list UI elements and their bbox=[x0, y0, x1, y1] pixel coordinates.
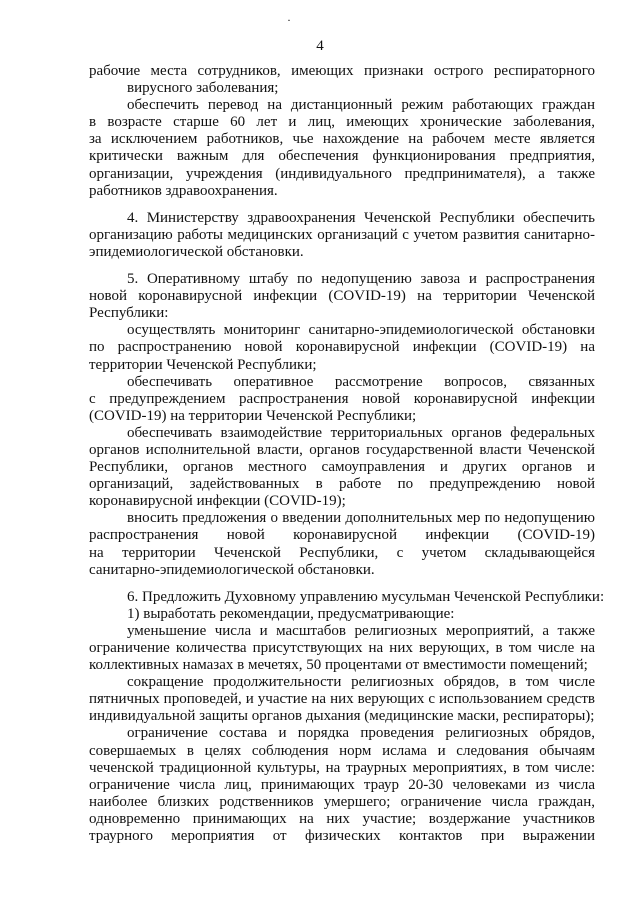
page-number: 4 bbox=[316, 38, 324, 54]
paragraph-item-5 bbox=[89, 271, 595, 322]
text-line: ограничение количества присутствующих на них верующих, в том числе на bbox=[89, 640, 595, 656]
text-line: одновременно принимающих на них участие; воздержание участников bbox=[89, 810, 595, 827]
text-line: траурного мероприятия от физических контактов при выражении bbox=[89, 828, 595, 845]
paragraph-reduce-events bbox=[89, 623, 595, 674]
paragraph-continuation bbox=[89, 63, 595, 97]
paragraph-review bbox=[89, 374, 595, 425]
text-line: Республики, органов местного самоуправления и других органов и bbox=[89, 459, 595, 476]
scan-dot: · bbox=[287, 13, 291, 27]
text-line: работников здравоохранения. bbox=[89, 182, 278, 199]
paragraph-gap bbox=[89, 200, 595, 210]
text-line: территории Чеченской Республики; bbox=[89, 356, 317, 373]
text-line: критически важным для обеспечения функционирования предприятия, bbox=[89, 148, 595, 165]
text-line: обеспечить перевод на дистанционный режим работающих граждан bbox=[127, 97, 595, 114]
text-line: обеспечивать взаимодействие территориальных органов федеральных bbox=[127, 424, 595, 441]
text-line: совершаемых в целях соблюдения норм ислама и следования обычаям bbox=[89, 742, 595, 759]
text-line: ограничение состава и порядка проведения религиозных обрядов, bbox=[127, 725, 595, 742]
text-line: коллективных намазах в мечетях, 50 процентами от вместимости помещений; bbox=[89, 657, 588, 674]
text-line: наиболее близких родственников умершего; ограничение числа граждан, bbox=[89, 793, 595, 810]
paragraph-subitem-1 bbox=[89, 606, 595, 623]
text-line: новой коронавирусной инфекции (COVID-19) на территории Чеченской bbox=[89, 288, 595, 305]
text-line: по распространению новой коронавирусной инфекции (COVID-19) на bbox=[89, 339, 595, 356]
text-line: чеченской традиционной культуры, на траурных мероприятиях, в том числе: bbox=[89, 759, 595, 776]
text-line: организации, учреждения (индивидуального предпринимателя), а также bbox=[89, 165, 595, 182]
paragraph-gap bbox=[89, 579, 595, 589]
text-line: организацию работы медицинских организаций с учетом развития санитарно- bbox=[89, 226, 595, 243]
text-line: в возрасте старше 60 лет и лиц, имеющих хронические заболевания, bbox=[89, 114, 595, 131]
text-line: с предупреждением распространения новой коронавирусной инфекции bbox=[89, 390, 595, 407]
text-line: 4. Министерству здравоохранения Чеченской Республики обеспечить bbox=[127, 209, 595, 226]
paragraph-item-4 bbox=[89, 210, 595, 261]
text-line: органов исполнительной власти, органов государственной власти Чеченской bbox=[89, 441, 595, 458]
text-line: уменьшение числа и масштабов религиозных мероприятий, а также bbox=[127, 622, 595, 639]
text-line: рабочие места сотрудников, имеющих признаки острого респираторного bbox=[89, 63, 595, 79]
paragraph-interaction bbox=[89, 425, 595, 510]
text-line: индивидуальной защиты органов дыхания (медицинские маски, респираторы); bbox=[89, 708, 595, 725]
paragraph-item-6 bbox=[89, 588, 605, 606]
text-line: санитарно-эпидемиологической обстановки. bbox=[89, 561, 375, 578]
text-line: вирусного заболевания; bbox=[127, 80, 279, 97]
text-line: на территории Чеченской Республики, с учетом складывающейся bbox=[89, 544, 595, 561]
paragraph-remote-work bbox=[89, 97, 595, 200]
text-line: организаций, задействованных в работе по предупреждению новой bbox=[89, 476, 595, 493]
text-line: коронавирусной инфекции (COVID-19); bbox=[89, 493, 346, 510]
text-line: 1) выработать рекомендации, предусматривающие: bbox=[127, 605, 455, 622]
text-line: распространения новой коронавирусной инфекции (COVID-19) bbox=[89, 527, 595, 544]
text-line: осуществлять мониторинг санитарно-эпидемиологической обстановки bbox=[127, 322, 595, 339]
text-line: за исключением работников, чье нахождение на рабочем месте является bbox=[89, 131, 595, 148]
text-line: 5. Оперативному штабу по недопущению завоза и распространения bbox=[127, 271, 595, 288]
document-body bbox=[89, 63, 605, 845]
paragraph-mourning-limits bbox=[89, 725, 595, 845]
text-line: сокращение продолжительности религиозных обрядов, в том числе bbox=[127, 674, 595, 691]
text-line: ограничение числа лиц, принимающих траур 20-30 человеками из числа bbox=[89, 776, 595, 793]
paragraph-monitoring bbox=[89, 322, 595, 373]
text-line: (COVID-19) на территории Чеченской Республики; bbox=[89, 407, 417, 424]
paragraph-shorten-rites bbox=[89, 674, 595, 725]
text-line: 6. Предложить Духовному управлению мусульман Чеченской Республики: bbox=[127, 588, 605, 605]
paragraph-gap bbox=[89, 261, 595, 271]
text-line: эпидемиологической обстановки. bbox=[89, 243, 304, 260]
text-line: Республики: bbox=[89, 305, 169, 322]
text-line: обеспечивать оперативное рассмотрение вопросов, связанных bbox=[127, 373, 595, 390]
text-line: вносить предложения о введении дополнительных мер по недопущению bbox=[127, 510, 595, 527]
text-line: пятничных проповедей, и участие на них верующих с использованием средств bbox=[89, 691, 595, 708]
paragraph-proposals bbox=[89, 510, 595, 578]
